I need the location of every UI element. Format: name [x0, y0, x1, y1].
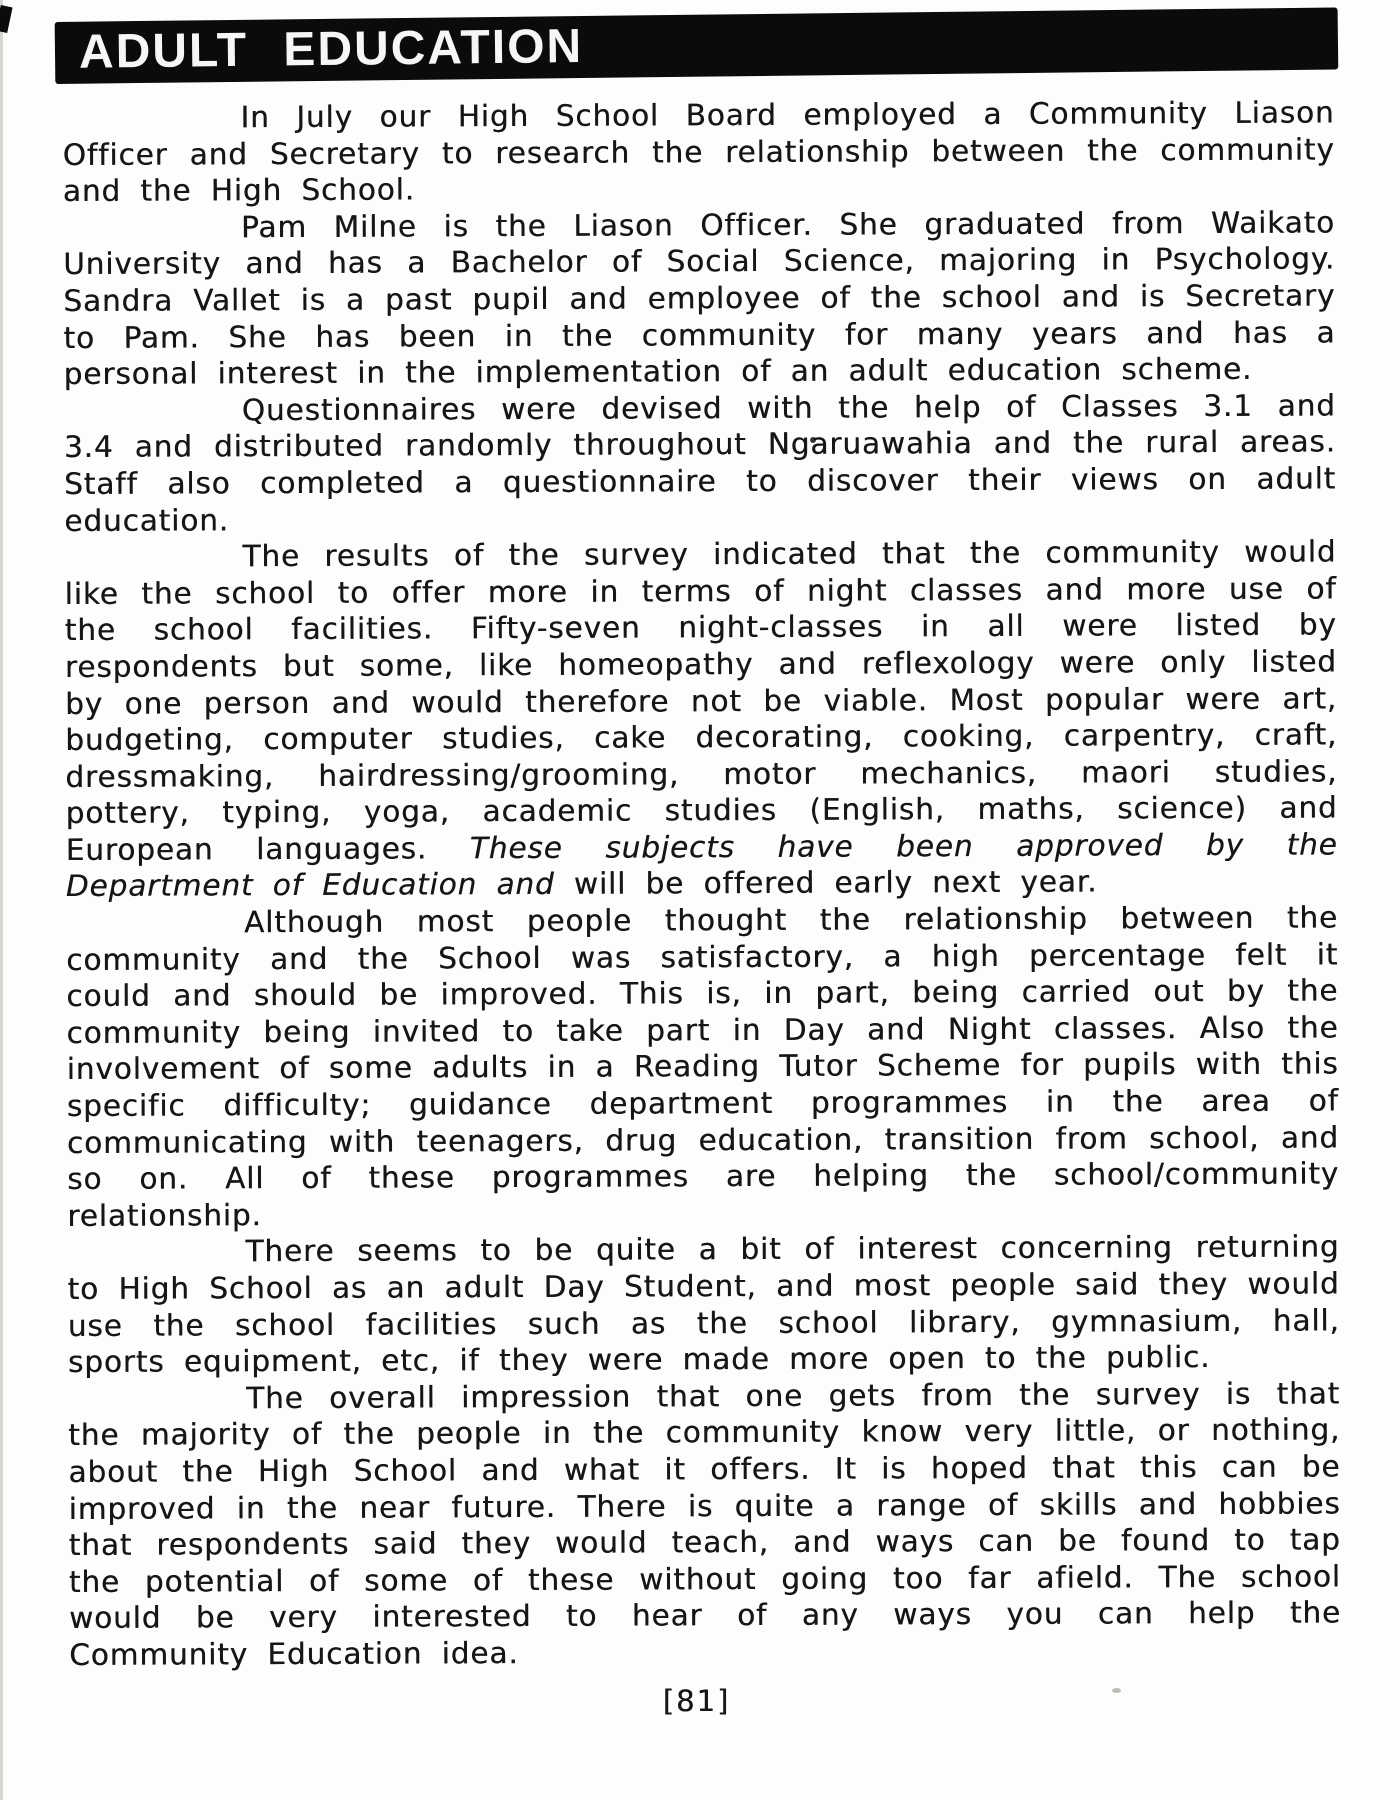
paragraph	[64, 534, 1338, 905]
scan-speck-artifact	[1112, 1688, 1121, 1693]
text-segment: The overall impression that one gets from the survey is that the majority of the people in the community know very little, or nothing, about the High School and what it offers. It is hoped that this can be improved in the near future. There is quite a range of skills and hobbies that respondents said they would teach, and ways can be found to tap the potential of some of these without going too far afield. The school would be very interested to hear of any ways you can help the Community Education idea.	[68, 1376, 1342, 1672]
page-title: ADULT EDUCATION	[78, 20, 584, 79]
text-segment: In July our High School Board employed a Community Liason Officer and Secretary to research the relationship between the community and the High School.	[62, 95, 1335, 209]
text-segment: will be offered early next year.	[573, 864, 1098, 902]
text-segment: Although most people thought the relationship between the community and the School was satisfactory, a high percentage felt it could and should be improved. This is, in part, being carried out by the community being invited to take part in Day and Night classes. Also the involvement of some adults in a Reading Tutor Scheme for pupils with this specific difficulty; guidance department programmes in the area of communicating with teenagers, drug education, transition from school, and so on. All of these programmes are helping the school/community relationship.	[66, 900, 1340, 1233]
text-segment: The results of the survey indicated that the community would like the school to offer more in terms of night classes and more use of the school facilities. Fifty-seven night-classes in all were listed by respondents but some, like homeopathy and reflexology were only listed by one person and would therefore not be viable. Most popular were art, budgeting, computer studies, cake decorating, cooking, carpentry, craft, dressmaking, hairdressing/grooming, motor mechanics, maori studies, pottery, typing, yoga, academic studies (English, maths, science) and European languages.	[64, 534, 1338, 867]
text-segment: Questionnaires were devised with the help of Classes 3.1 and 3.4 and distributed randomly throughout Ngaruawahia and the rural areas. Staff also completed a questionnaire to discover their views on adult education.	[63, 388, 1337, 538]
scan-corner-artifact	[0, 5, 13, 33]
scan-edge-artifact	[0, 0, 3, 1800]
paragraph	[62, 94, 1334, 209]
paragraph	[63, 204, 1336, 393]
paragraph	[67, 1229, 1340, 1381]
text-segment: These subjects have been approved by the Department of Education and	[65, 827, 1338, 904]
page-number: [81]	[662, 1683, 731, 1718]
paragraph	[66, 900, 1339, 1235]
paragraph	[68, 1375, 1341, 1673]
page-footer	[0, 1684, 1393, 1718]
text-segment: There seems to be quite a bit of interest concerning returning to High School as an adult Day Student, and most people said they would use the school facilities such as the school library, gymnasium, hall, sports equipment, etc, if they were made more open to the public.	[67, 1229, 1340, 1380]
article-body	[62, 0, 1341, 1674]
text-segment: Pam Milne is the Liason Officer. She graduated from Waikato University and has a Bachelor of Social Science, majoring in Psychology. Sandra Vallet is a past pupil and employee of the school and is Secretary to Pam. She has been in the community for many years and has a personal interest in the implementation of an adult education scheme.	[63, 205, 1336, 392]
paragraph	[64, 387, 1337, 539]
